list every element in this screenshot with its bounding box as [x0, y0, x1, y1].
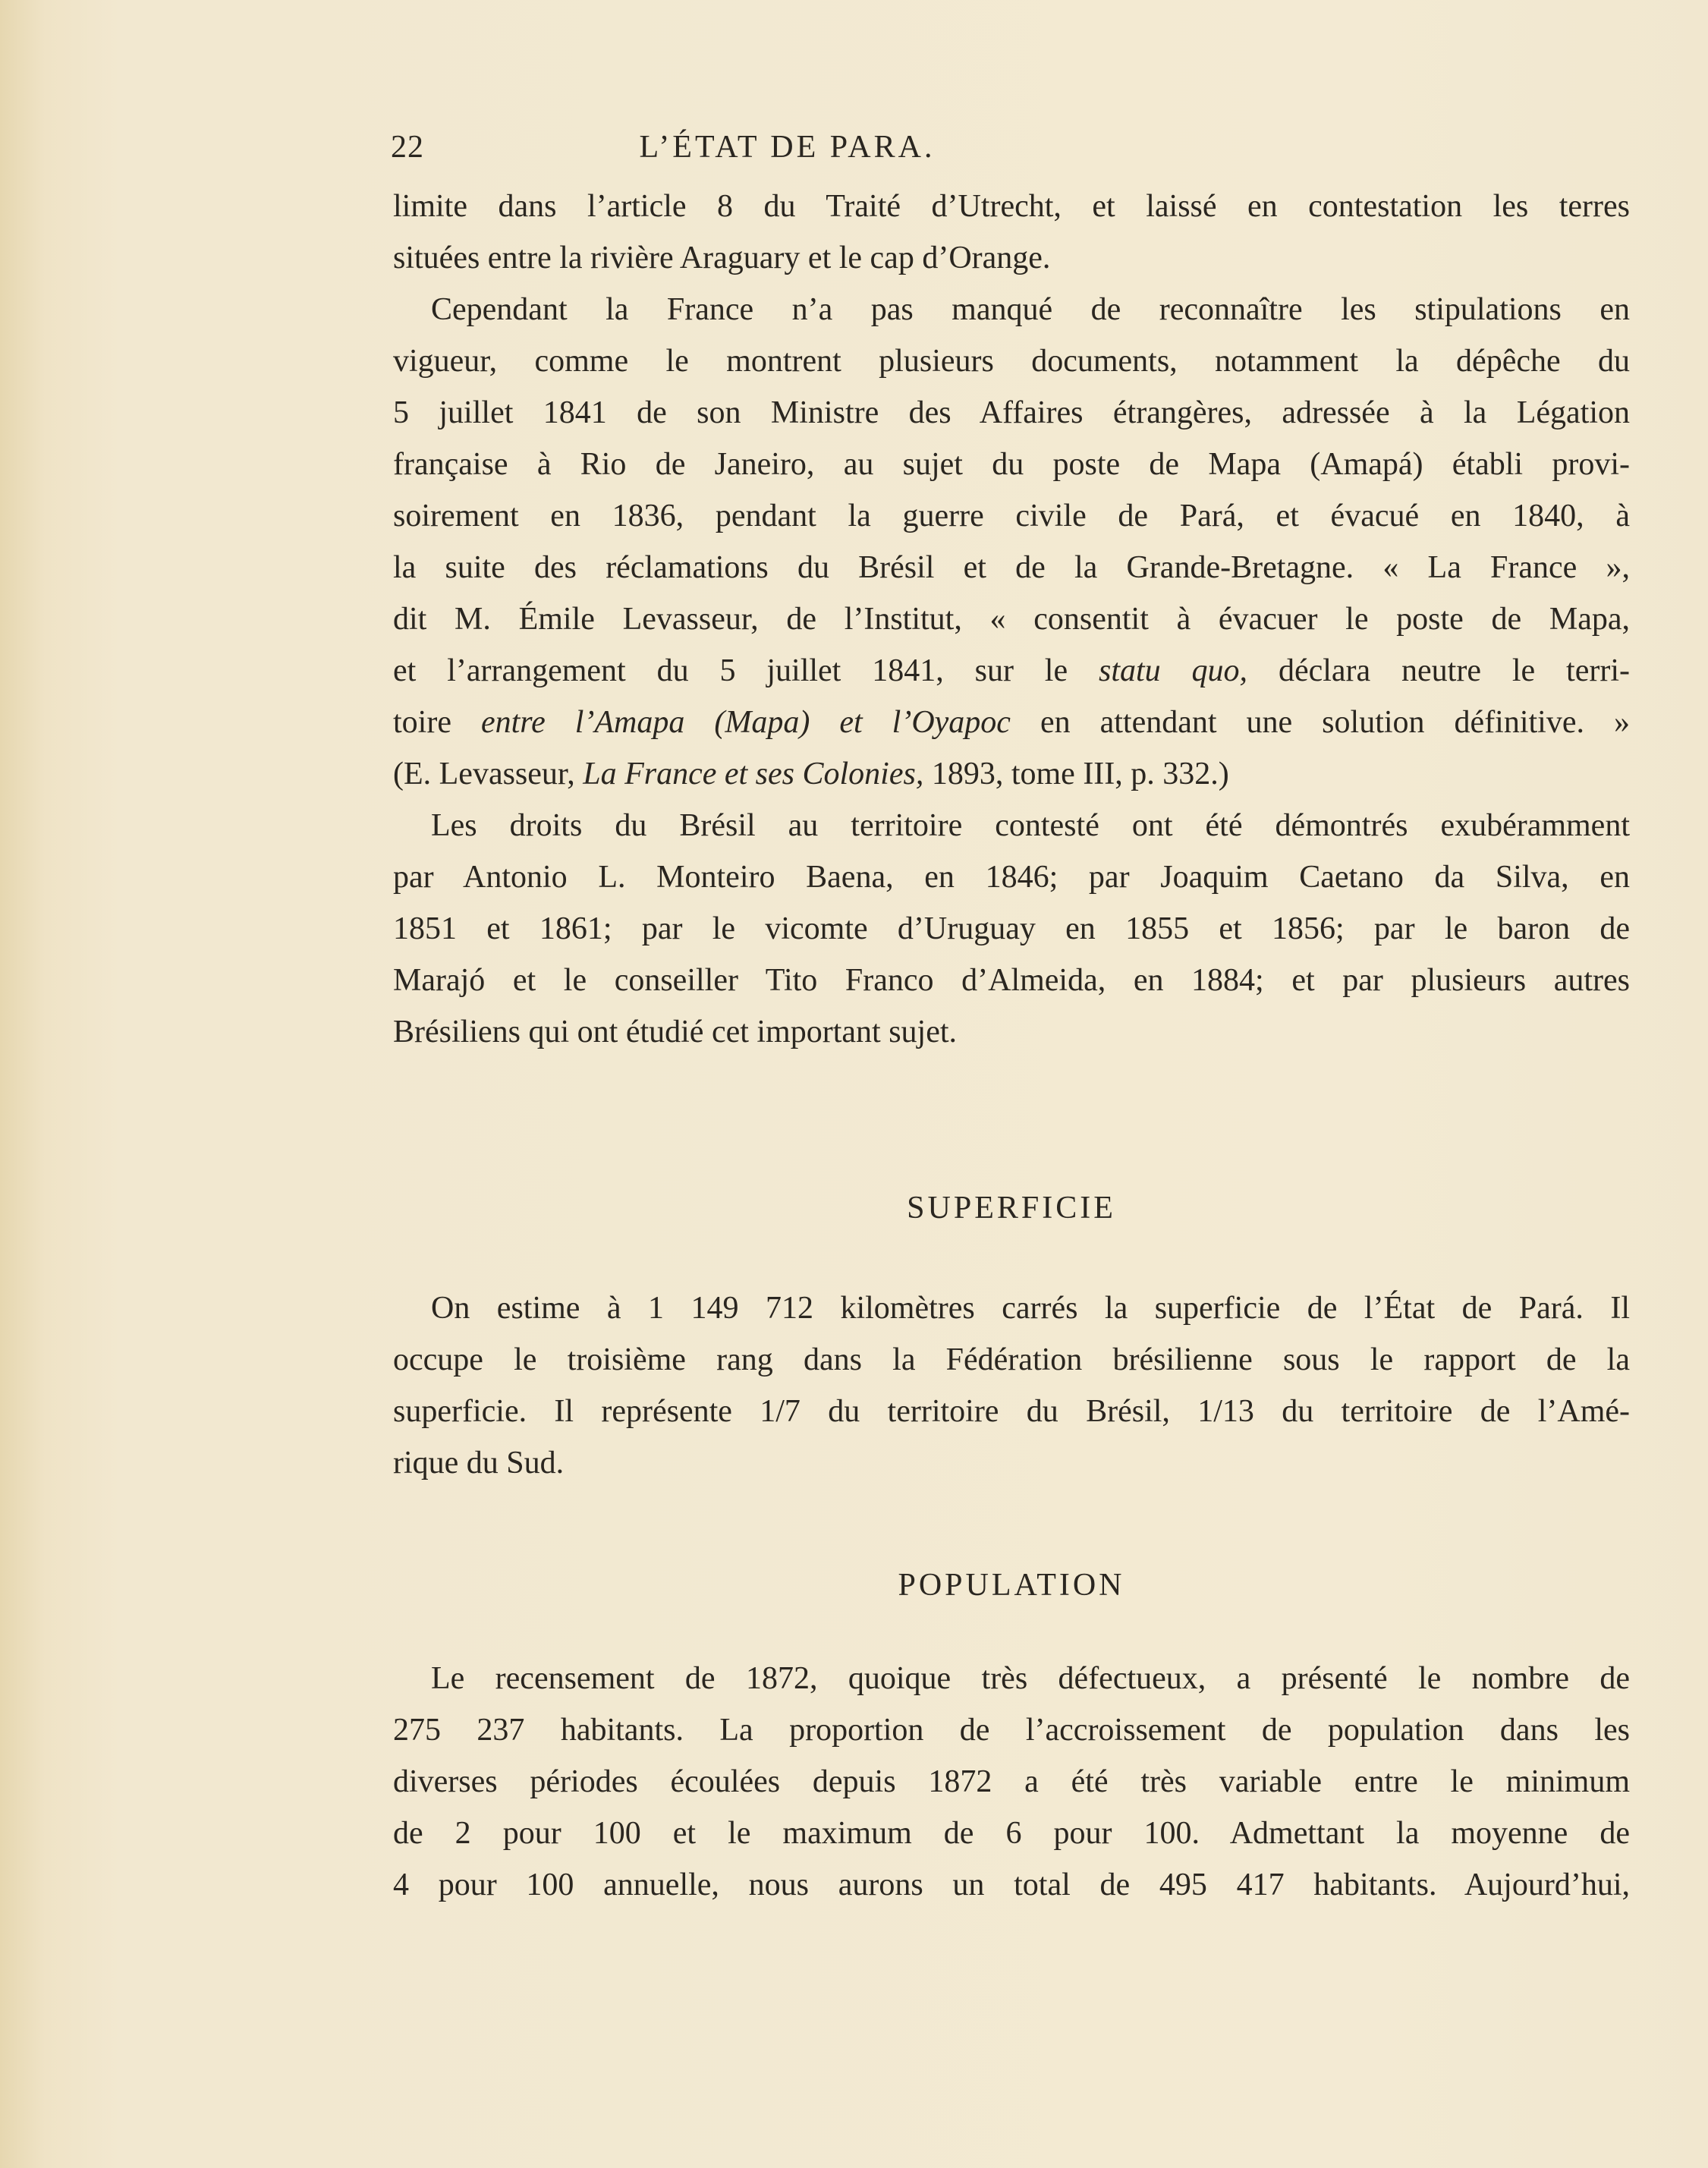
italic-run: entre l’Amapa (Mapa) et l’Oyapoc [480, 705, 1011, 740]
italic-run: statu quo, [1099, 653, 1248, 688]
text-line: diverses périodes écoulées depuis 1872 a été très variable entre le minimum [393, 1764, 1630, 1799]
text-line: 1851 et 1861; par le vicomte d’Uruguay en 1855 et 1856; par le baron de [393, 911, 1630, 946]
text-line: 275 237 habitants. La proportion de l’accroissement de population dans les [393, 1713, 1630, 1748]
text-run: 1893, tome III, p. 332.) [923, 757, 1229, 791]
text-line: rique du Sud. [393, 1446, 565, 1480]
text-line: Cependant la France n’a pas manqué de reconnaître les stipulations en [431, 292, 1630, 327]
text-run: en attendant une solution définitive. » [1010, 705, 1631, 740]
section-heading-superficie: SUPERFICIE [907, 1191, 1116, 1226]
text-run: toire [393, 705, 481, 740]
text-line [393, 645, 1630, 697]
text-line: Le recensement de 1872, quoique très défectueux, a présenté le nombre de [431, 1661, 1630, 1696]
text-line: par Antonio L. Monteiro Baena, en 1846; par Joaquim Caetano da Silva, en [393, 860, 1630, 895]
text-line: On estime à 1 149 712 kilomètres carrés la superficie de l’État de Pará. Il [431, 1291, 1630, 1326]
text-line: 4 pour 100 annuelle, nous aurons un total de 495 417 habitants. Aujourd’hui, [393, 1868, 1630, 1902]
text-line: soirement en 1836, pendant la guerre civile de Pará, et évacué en 1840, à [393, 499, 1630, 533]
paragraph-population [393, 1653, 1630, 1911]
page-header [391, 129, 1184, 175]
paragraph-superficie [393, 1282, 1630, 1489]
text-line: Marajó et le conseiller Tito Franco d’Almeida, en 1884; et par plusieurs autres [393, 963, 1630, 998]
text-line [393, 748, 1630, 800]
section-heading-population: POPULATION [898, 1568, 1125, 1603]
paragraph-block-1 [393, 181, 1630, 1058]
text-run: (E. Levasseur, [393, 757, 583, 791]
page-number: 22 [391, 130, 424, 165]
text-line: Brésiliens qui ont étudié cet important sujet. [393, 1015, 958, 1049]
text-line: superficie. Il représente 1/7 du territoire du Brésil, 1/13 du territoire de l’Amé- [393, 1394, 1630, 1429]
text-line: situées entre la rivière Araguary et le cap d’Orange. [393, 241, 1051, 275]
text-line: la suite des réclamations du Brésil et de la Grande-Bretagne. « La France », [393, 550, 1630, 585]
text-line: vigueur, comme le montrent plusieurs documents, notamment la dépêche du [393, 344, 1630, 379]
running-title: L’ÉTAT DE PARA. [639, 130, 936, 165]
text-run: déclara neutre le terri- [1247, 653, 1630, 688]
text-line: 5 juillet 1841 de son Ministre des Affaires étrangères, adressée à la Légation [393, 395, 1630, 430]
text-run: et l’arrangement du 5 juillet 1841, sur le [393, 653, 1099, 688]
italic-run: La France et ses Colonies, [583, 757, 924, 791]
text-line: occupe le troisième rang dans la Fédération brésilienne sous le rapport de la [393, 1342, 1630, 1377]
text-line: dit M. Émile Levasseur, de l’Institut, « consentit à évacuer le poste de Mapa, [393, 602, 1630, 637]
text-line: de 2 pour 100 et le maximum de 6 pour 100. Admettant la moyenne de [393, 1816, 1630, 1851]
text-line: limite dans l’article 8 du Traité d’Utrecht, et laissé en contestation les terres [393, 189, 1630, 224]
text-line [393, 697, 1630, 748]
text-line: française à Rio de Janeiro, au sujet du poste de Mapa (Amapá) établi provi- [393, 447, 1630, 482]
text-line: Les droits du Brésil au territoire contesté ont été démontrés exubéramment [431, 808, 1630, 843]
